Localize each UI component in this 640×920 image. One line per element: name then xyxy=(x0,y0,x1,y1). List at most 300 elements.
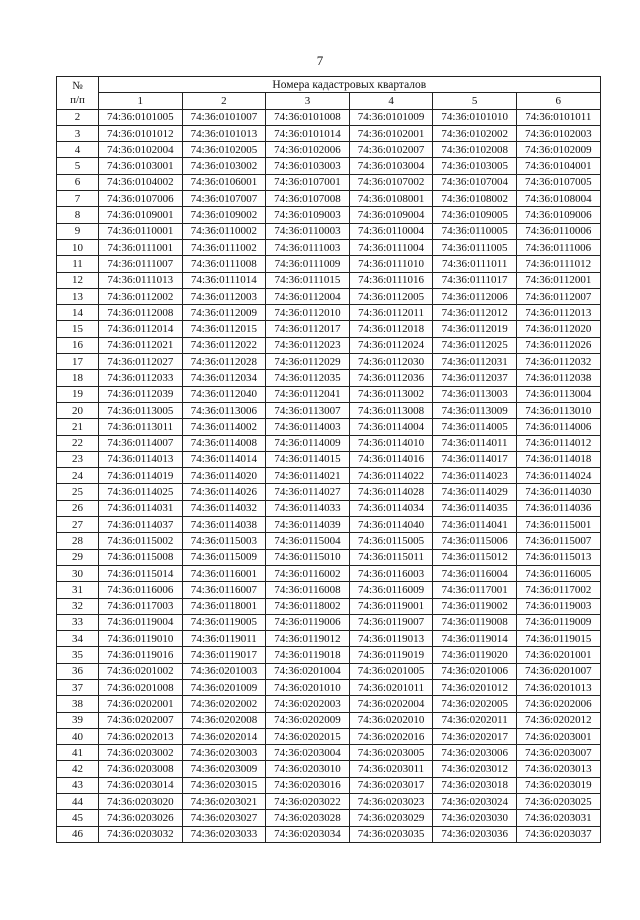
cadastral-number-cell: 74:36:0202010 xyxy=(349,712,433,728)
cadastral-number-cell: 74:36:0203012 xyxy=(433,761,517,777)
cadastral-number-cell: 74:36:0112031 xyxy=(433,354,517,370)
cadastral-number-cell: 74:36:0201004 xyxy=(266,663,350,679)
cadastral-number-cell: 74:36:0114004 xyxy=(349,419,433,435)
cadastral-number-cell: 74:36:0112036 xyxy=(349,370,433,386)
cadastral-number-cell: 74:36:0114009 xyxy=(266,435,350,451)
table-row xyxy=(57,223,601,239)
row-number-cell: 38 xyxy=(57,696,99,712)
row-number-cell: 3 xyxy=(57,125,99,141)
table-row xyxy=(57,321,601,337)
row-number-cell: 20 xyxy=(57,402,99,418)
cadastral-number-cell: 74:36:0203021 xyxy=(182,794,266,810)
cadastral-number-cell: 74:36:0112014 xyxy=(99,321,183,337)
row-number-cell: 46 xyxy=(57,826,99,842)
cadastral-number-cell: 74:36:0203037 xyxy=(516,826,600,842)
cadastral-number-cell: 74:36:0203003 xyxy=(182,745,266,761)
cadastral-number-cell: 74:36:0116001 xyxy=(182,565,266,581)
cadastral-number-cell: 74:36:0203006 xyxy=(433,745,517,761)
cadastral-number-cell: 74:36:0107006 xyxy=(99,191,183,207)
row-number-cell: 25 xyxy=(57,484,99,500)
cadastral-number-cell: 74:36:0112001 xyxy=(516,272,600,288)
cadastral-number-cell: 74:36:0116004 xyxy=(433,565,517,581)
cadastral-number-cell: 74:36:0201007 xyxy=(516,663,600,679)
cadastral-number-cell: 74:36:0107007 xyxy=(182,191,266,207)
cadastral-number-cell: 74:36:0203004 xyxy=(266,745,350,761)
row-number-cell: 11 xyxy=(57,256,99,272)
cadastral-number-cell: 74:36:0202007 xyxy=(99,712,183,728)
table-row xyxy=(57,158,601,174)
cadastral-number-cell: 74:36:0107002 xyxy=(349,174,433,190)
cadastral-number-cell: 74:36:0110002 xyxy=(182,223,266,239)
cadastral-number-cell: 74:36:0117003 xyxy=(99,598,183,614)
cadastral-number-cell: 74:36:0109004 xyxy=(349,207,433,223)
cadastral-number-cell: 74:36:0108002 xyxy=(433,191,517,207)
cadastral-number-cell: 74:36:0201008 xyxy=(99,679,183,695)
cadastral-number-cell: 74:36:0103004 xyxy=(349,158,433,174)
table-row xyxy=(57,109,601,125)
cadastral-number-cell: 74:36:0111009 xyxy=(266,256,350,272)
cadastral-number-cell: 74:36:0114006 xyxy=(516,419,600,435)
cadastral-number-cell: 74:36:0108004 xyxy=(516,191,600,207)
row-number-cell: 21 xyxy=(57,419,99,435)
cadastral-number-cell: 74:36:0202005 xyxy=(433,696,517,712)
table-row xyxy=(57,794,601,810)
table-row xyxy=(57,435,601,451)
cadastral-number-cell: 74:36:0203018 xyxy=(433,777,517,793)
cadastral-number-cell: 74:36:0119003 xyxy=(516,598,600,614)
table-row xyxy=(57,386,601,402)
cadastral-number-cell: 74:36:0203029 xyxy=(349,810,433,826)
cadastral-number-cell: 74:36:0112005 xyxy=(349,288,433,304)
cadastral-number-cell: 74:36:0202011 xyxy=(433,712,517,728)
table-row xyxy=(57,565,601,581)
row-number-cell: 23 xyxy=(57,451,99,467)
cadastral-number-cell: 74:36:0112032 xyxy=(516,354,600,370)
cadastral-number-cell: 74:36:0115007 xyxy=(516,533,600,549)
table-body xyxy=(57,109,601,842)
cadastral-number-cell: 74:36:0114012 xyxy=(516,435,600,451)
cadastral-number-cell: 74:36:0111013 xyxy=(99,272,183,288)
cadastral-number-cell: 74:36:0107001 xyxy=(266,174,350,190)
cadastral-number-cell: 74:36:0118001 xyxy=(182,598,266,614)
column-header-5: 5 xyxy=(433,93,517,109)
cadastral-number-cell: 74:36:0201013 xyxy=(516,679,600,695)
cadastral-number-cell: 74:36:0115003 xyxy=(182,533,266,549)
table-row xyxy=(57,125,601,141)
cadastral-number-cell: 74:36:0112024 xyxy=(349,337,433,353)
table-row xyxy=(57,305,601,321)
row-number-cell: 9 xyxy=(57,223,99,239)
cadastral-number-cell: 74:36:0113008 xyxy=(349,402,433,418)
table-row xyxy=(57,712,601,728)
cadastral-number-cell: 74:36:0119017 xyxy=(182,647,266,663)
cadastral-number-cell: 74:36:0203013 xyxy=(516,761,600,777)
cadastral-number-cell: 74:36:0111012 xyxy=(516,256,600,272)
row-number-cell: 41 xyxy=(57,745,99,761)
cadastral-number-cell: 74:36:0116007 xyxy=(182,582,266,598)
cadastral-number-cell: 74:36:0203025 xyxy=(516,794,600,810)
cadastral-number-cell: 74:36:0203002 xyxy=(99,745,183,761)
cadastral-number-cell: 74:36:0114022 xyxy=(349,468,433,484)
cadastral-number-cell: 74:36:0119005 xyxy=(182,614,266,630)
cadastral-number-cell: 74:36:0112039 xyxy=(99,386,183,402)
cadastral-number-cell: 74:36:0114011 xyxy=(433,435,517,451)
cadastral-number-cell: 74:36:0119015 xyxy=(516,631,600,647)
table-row xyxy=(57,533,601,549)
row-number-cell: 28 xyxy=(57,533,99,549)
cadastral-number-cell: 74:36:0113011 xyxy=(99,419,183,435)
cadastral-number-cell: 74:36:0114017 xyxy=(433,451,517,467)
cadastral-number-cell: 74:36:0201012 xyxy=(433,679,517,695)
cadastral-number-cell: 74:36:0112029 xyxy=(266,354,350,370)
table-row xyxy=(57,354,601,370)
cadastral-number-cell: 74:36:0203007 xyxy=(516,745,600,761)
cadastral-number-cell: 74:36:0202002 xyxy=(182,696,266,712)
cadastral-number-cell: 74:36:0203001 xyxy=(516,728,600,744)
cadastral-number-cell: 74:36:0102001 xyxy=(349,125,433,141)
cadastral-number-cell: 74:36:0203028 xyxy=(266,810,350,826)
cadastral-number-cell: 74:36:0203014 xyxy=(99,777,183,793)
cadastral-number-cell: 74:36:0101013 xyxy=(182,125,266,141)
cadastral-number-cell: 74:36:0111004 xyxy=(349,239,433,255)
cadastral-number-cell: 74:36:0102006 xyxy=(266,142,350,158)
cadastral-number-cell: 74:36:0101011 xyxy=(516,109,600,125)
cadastral-number-cell: 74:36:0111001 xyxy=(99,239,183,255)
table-row xyxy=(57,402,601,418)
row-number-cell: 36 xyxy=(57,663,99,679)
cadastral-number-cell: 74:36:0114032 xyxy=(182,500,266,516)
cadastral-number-cell: 74:36:0112025 xyxy=(433,337,517,353)
cadastral-number-cell: 74:36:0111011 xyxy=(433,256,517,272)
cadastral-number-cell: 74:36:0203009 xyxy=(182,761,266,777)
row-number-cell: 31 xyxy=(57,582,99,598)
cadastral-number-cell: 74:36:0108001 xyxy=(349,191,433,207)
row-number-cell: 39 xyxy=(57,712,99,728)
cadastral-number-cell: 74:36:0203015 xyxy=(182,777,266,793)
cadastral-number-cell: 74:36:0102003 xyxy=(516,125,600,141)
cadastral-number-cell: 74:36:0112040 xyxy=(182,386,266,402)
cadastral-number-cell: 74:36:0112038 xyxy=(516,370,600,386)
cadastral-number-cell: 74:36:0102004 xyxy=(99,142,183,158)
cadastral-number-cell: 74:36:0112037 xyxy=(433,370,517,386)
row-number-cell: 29 xyxy=(57,549,99,565)
cadastral-number-cell: 74:36:0119002 xyxy=(433,598,517,614)
cadastral-number-cell: 74:36:0114031 xyxy=(99,500,183,516)
row-number-cell: 27 xyxy=(57,517,99,533)
table-row xyxy=(57,679,601,695)
cadastral-number-cell: 74:36:0114040 xyxy=(349,517,433,533)
cadastral-number-cell: 74:36:0202003 xyxy=(266,696,350,712)
cadastral-number-cell: 74:36:0203026 xyxy=(99,810,183,826)
cadastral-number-cell: 74:36:0115012 xyxy=(433,549,517,565)
cadastral-number-cell: 74:36:0114041 xyxy=(433,517,517,533)
cadastral-number-cell: 74:36:0115013 xyxy=(516,549,600,565)
cadastral-number-cell: 74:36:0202016 xyxy=(349,728,433,744)
column-header-1: 1 xyxy=(99,93,183,109)
row-number-cell: 18 xyxy=(57,370,99,386)
table-row xyxy=(57,631,601,647)
cadastral-number-cell: 74:36:0201009 xyxy=(182,679,266,695)
cadastral-number-cell: 74:36:0109001 xyxy=(99,207,183,223)
table-row xyxy=(57,663,601,679)
cadastral-number-cell: 74:36:0114014 xyxy=(182,451,266,467)
table-row xyxy=(57,288,601,304)
cadastral-number-cell: 74:36:0112003 xyxy=(182,288,266,304)
cadastral-number-cell: 74:36:0101005 xyxy=(99,109,183,125)
cadastral-number-cell: 74:36:0116003 xyxy=(349,565,433,581)
column-header-6: 6 xyxy=(516,93,600,109)
cadastral-number-cell: 74:36:0112011 xyxy=(349,305,433,321)
cadastral-number-cell: 74:36:0202012 xyxy=(516,712,600,728)
cadastral-number-cell: 74:36:0201003 xyxy=(182,663,266,679)
cadastral-number-cell: 74:36:0114018 xyxy=(516,451,600,467)
cadastral-number-cell: 74:36:0112009 xyxy=(182,305,266,321)
cadastral-number-cell: 74:36:0202004 xyxy=(349,696,433,712)
table-row xyxy=(57,777,601,793)
cadastral-number-cell: 74:36:0112018 xyxy=(349,321,433,337)
cadastral-number-cell: 74:36:0111005 xyxy=(433,239,517,255)
cadastral-number-cell: 74:36:0115008 xyxy=(99,549,183,565)
cadastral-number-cell: 74:36:0203036 xyxy=(433,826,517,842)
row-number-cell: 2 xyxy=(57,109,99,125)
cadastral-number-cell: 74:36:0101010 xyxy=(433,109,517,125)
cadastral-number-cell: 74:36:0201001 xyxy=(516,647,600,663)
cadastral-number-cell: 74:36:0101008 xyxy=(266,109,350,125)
cadastral-number-cell: 74:36:0119009 xyxy=(516,614,600,630)
cadastral-number-cell: 74:36:0201005 xyxy=(349,663,433,679)
cadastral-number-cell: 74:36:0115005 xyxy=(349,533,433,549)
cadastral-number-cell: 74:36:0203020 xyxy=(99,794,183,810)
cadastral-number-cell: 74:36:0112023 xyxy=(266,337,350,353)
cadastral-number-cell: 74:36:0109005 xyxy=(433,207,517,223)
cadastral-number-cell: 74:36:0101007 xyxy=(182,109,266,125)
row-number-cell: 4 xyxy=(57,142,99,158)
cadastral-number-cell: 74:36:0111010 xyxy=(349,256,433,272)
cadastral-number-cell: 74:36:0119008 xyxy=(433,614,517,630)
cadastral-number-cell: 74:36:0109006 xyxy=(516,207,600,223)
cadastral-number-cell: 74:36:0114013 xyxy=(99,451,183,467)
cadastral-number-cell: 74:36:0112028 xyxy=(182,354,266,370)
table-row xyxy=(57,142,601,158)
cadastral-number-cell: 74:36:0111003 xyxy=(266,239,350,255)
cadastral-number-cell: 74:36:0203008 xyxy=(99,761,183,777)
cadastral-number-cell: 74:36:0114015 xyxy=(266,451,350,467)
cadastral-number-cell: 74:36:0109002 xyxy=(182,207,266,223)
cadastral-number-cell: 74:36:0113007 xyxy=(266,402,350,418)
table-row xyxy=(57,272,601,288)
cadastral-number-cell: 74:36:0111006 xyxy=(516,239,600,255)
cadastral-number-cell: 74:36:0114025 xyxy=(99,484,183,500)
cadastral-number-cell: 74:36:0104001 xyxy=(516,158,600,174)
cadastral-number-cell: 74:36:0114034 xyxy=(349,500,433,516)
cadastral-number-cell: 74:36:0119018 xyxy=(266,647,350,663)
cadastral-number-cell: 74:36:0114035 xyxy=(433,500,517,516)
cadastral-number-cell: 74:36:0102009 xyxy=(516,142,600,158)
cadastral-number-cell: 74:36:0115004 xyxy=(266,533,350,549)
cadastral-number-cell: 74:36:0107008 xyxy=(266,191,350,207)
cadastral-number-cell: 74:36:0115011 xyxy=(349,549,433,565)
row-number-cell: 32 xyxy=(57,598,99,614)
cadastral-number-cell: 74:36:0203005 xyxy=(349,745,433,761)
table-row xyxy=(57,745,601,761)
cadastral-number-cell: 74:36:0103002 xyxy=(182,158,266,174)
cadastral-number-cell: 74:36:0103005 xyxy=(433,158,517,174)
cadastral-number-cell: 74:36:0110004 xyxy=(349,223,433,239)
table-row xyxy=(57,614,601,630)
table-row xyxy=(57,598,601,614)
cadastral-number-cell: 74:36:0112027 xyxy=(99,354,183,370)
cadastral-number-cell: 74:36:0119011 xyxy=(182,631,266,647)
cadastral-number-cell: 74:36:0112035 xyxy=(266,370,350,386)
cadastral-number-cell: 74:36:0114019 xyxy=(99,468,183,484)
cadastral-number-cell: 74:36:0201011 xyxy=(349,679,433,695)
cadastral-number-cell: 74:36:0119006 xyxy=(266,614,350,630)
row-number-cell: 22 xyxy=(57,435,99,451)
cadastral-number-cell: 74:36:0111008 xyxy=(182,256,266,272)
cadastral-number-cell: 74:36:0112026 xyxy=(516,337,600,353)
cadastral-number-cell: 74:36:0114021 xyxy=(266,468,350,484)
cadastral-number-cell: 74:36:0202017 xyxy=(433,728,517,744)
cadastral-number-cell: 74:36:0116005 xyxy=(516,565,600,581)
row-number-cell: 14 xyxy=(57,305,99,321)
cadastral-number-cell: 74:36:0107005 xyxy=(516,174,600,190)
cadastral-number-cell: 74:36:0112002 xyxy=(99,288,183,304)
cadastral-number-cell: 74:36:0107004 xyxy=(433,174,517,190)
row-number-cell: 43 xyxy=(57,777,99,793)
row-number-header-line2: п/п xyxy=(70,93,85,106)
column-header-3: 3 xyxy=(266,93,350,109)
cadastral-number-cell: 74:36:0112006 xyxy=(433,288,517,304)
cadastral-number-cell: 74:36:0203035 xyxy=(349,826,433,842)
row-number-cell: 16 xyxy=(57,337,99,353)
row-number-cell: 37 xyxy=(57,679,99,695)
cadastral-number-cell: 74:36:0112021 xyxy=(99,337,183,353)
cadastral-number-cell: 74:36:0117001 xyxy=(433,582,517,598)
cadastral-number-cell: 74:36:0112017 xyxy=(266,321,350,337)
cadastral-number-cell: 74:36:0114030 xyxy=(516,484,600,500)
cadastral-number-cell: 74:36:0111015 xyxy=(266,272,350,288)
table-row xyxy=(57,468,601,484)
cadastral-number-cell: 74:36:0114010 xyxy=(349,435,433,451)
cadastral-number-cell: 74:36:0203023 xyxy=(349,794,433,810)
cadastral-number-cell: 74:36:0117002 xyxy=(516,582,600,598)
row-number-cell: 35 xyxy=(57,647,99,663)
table-row xyxy=(57,826,601,842)
row-number-cell: 19 xyxy=(57,386,99,402)
cadastral-number-cell: 74:36:0115014 xyxy=(99,565,183,581)
table-row xyxy=(57,239,601,255)
table-row xyxy=(57,810,601,826)
cadastral-number-cell: 74:36:0114023 xyxy=(433,468,517,484)
cadastral-number-cell: 74:36:0114036 xyxy=(516,500,600,516)
cadastral-number-cell: 74:36:0202001 xyxy=(99,696,183,712)
cadastral-number-cell: 74:36:0201002 xyxy=(99,663,183,679)
cadastral-number-cell: 74:36:0201006 xyxy=(433,663,517,679)
cadastral-number-cell: 74:36:0201010 xyxy=(266,679,350,695)
row-number-cell: 8 xyxy=(57,207,99,223)
table-row xyxy=(57,728,601,744)
cadastral-number-cell: 74:36:0119010 xyxy=(99,631,183,647)
cadastral-number-cell: 74:36:0112033 xyxy=(99,370,183,386)
cadastral-number-cell: 74:36:0203033 xyxy=(182,826,266,842)
row-number-cell: 30 xyxy=(57,565,99,581)
cadastral-number-cell: 74:36:0114038 xyxy=(182,517,266,533)
cadastral-number-cell: 74:36:0116008 xyxy=(266,582,350,598)
cadastral-number-cell: 74:36:0114029 xyxy=(433,484,517,500)
cadastral-number-cell: 74:36:0116006 xyxy=(99,582,183,598)
cadastral-number-cell: 74:36:0111016 xyxy=(349,272,433,288)
row-number-header-line1: № xyxy=(72,79,83,92)
cadastral-number-cell: 74:36:0102008 xyxy=(433,142,517,158)
row-number-cell: 10 xyxy=(57,239,99,255)
cadastral-number-cell: 74:36:0119001 xyxy=(349,598,433,614)
cadastral-number-cell: 74:36:0109003 xyxy=(266,207,350,223)
table-row xyxy=(57,191,601,207)
cadastral-number-cell: 74:36:0112030 xyxy=(349,354,433,370)
table-row xyxy=(57,500,601,516)
cadastral-number-cell: 74:36:0113003 xyxy=(433,386,517,402)
cadastral-number-cell: 74:36:0203032 xyxy=(99,826,183,842)
page-number: 7 xyxy=(316,53,324,68)
cadastral-number-cell: 74:36:0112012 xyxy=(433,305,517,321)
table-row xyxy=(57,370,601,386)
cadastral-number-cell: 74:36:0113002 xyxy=(349,386,433,402)
cadastral-number-cell: 74:36:0119007 xyxy=(349,614,433,630)
cadastral-number-cell: 74:36:0114002 xyxy=(182,419,266,435)
table-header-row-1 xyxy=(57,77,601,93)
table-row xyxy=(57,337,601,353)
cadastral-number-cell: 74:36:0203022 xyxy=(266,794,350,810)
row-number-cell: 26 xyxy=(57,500,99,516)
row-number-cell: 5 xyxy=(57,158,99,174)
cadastral-number-cell: 74:36:0101012 xyxy=(99,125,183,141)
cadastral-number-cell: 74:36:0202015 xyxy=(266,728,350,744)
table-row xyxy=(57,174,601,190)
cadastral-number-cell: 74:36:0203010 xyxy=(266,761,350,777)
table-row xyxy=(57,484,601,500)
cadastral-number-cell: 74:36:0119014 xyxy=(433,631,517,647)
table-row xyxy=(57,207,601,223)
cadastral-number-cell: 74:36:0114003 xyxy=(266,419,350,435)
cadastral-number-cell: 74:36:0114007 xyxy=(99,435,183,451)
cadastral-number-cell: 74:36:0111007 xyxy=(99,256,183,272)
row-number-cell: 13 xyxy=(57,288,99,304)
cadastral-number-cell: 74:36:0112022 xyxy=(182,337,266,353)
cadastral-number-cell: 74:36:0111002 xyxy=(182,239,266,255)
row-number-header xyxy=(57,77,99,110)
cadastral-number-cell: 74:36:0202006 xyxy=(516,696,600,712)
cadastral-number-cell: 74:36:0112034 xyxy=(182,370,266,386)
cadastral-number-cell: 74:36:0114027 xyxy=(266,484,350,500)
cadastral-number-cell: 74:36:0119019 xyxy=(349,647,433,663)
cadastral-number-cell: 74:36:0115001 xyxy=(516,517,600,533)
table-row xyxy=(57,761,601,777)
cadastral-number-cell: 74:36:0202014 xyxy=(182,728,266,744)
table-row xyxy=(57,549,601,565)
row-number-cell: 44 xyxy=(57,794,99,810)
cadastral-number-cell: 74:36:0114039 xyxy=(266,517,350,533)
cadastral-number-cell: 74:36:0203031 xyxy=(516,810,600,826)
row-number-cell: 34 xyxy=(57,631,99,647)
table-row xyxy=(57,451,601,467)
cadastral-number-cell: 74:36:0113009 xyxy=(433,402,517,418)
cadastral-number-cell: 74:36:0113005 xyxy=(99,402,183,418)
cadastral-number-cell: 74:36:0202008 xyxy=(182,712,266,728)
cadastral-number-cell: 74:36:0101014 xyxy=(266,125,350,141)
cadastral-number-cell: 74:36:0119004 xyxy=(99,614,183,630)
cadastral-number-cell: 74:36:0104002 xyxy=(99,174,183,190)
table-row xyxy=(57,696,601,712)
